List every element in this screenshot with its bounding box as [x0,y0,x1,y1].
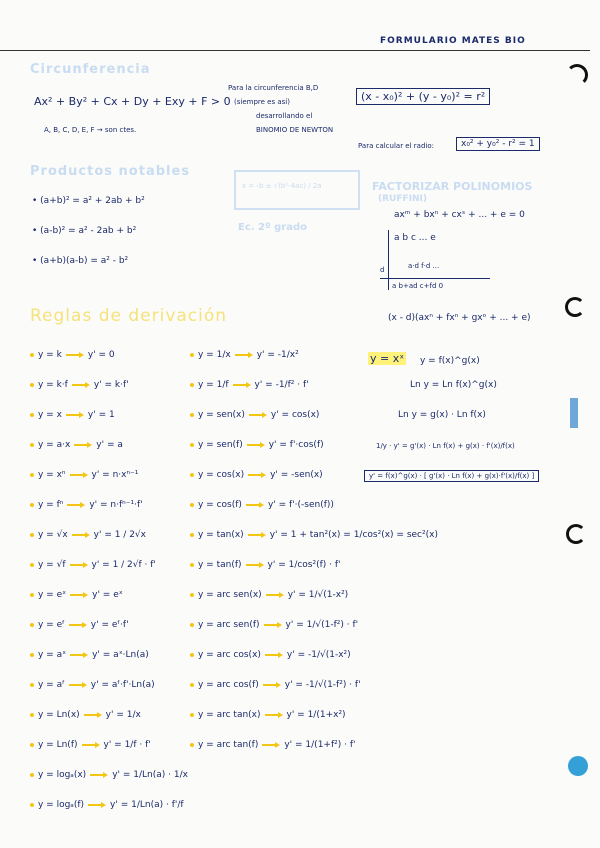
circle-heading: Circunferencia [30,62,151,77]
arrow-right-icon [262,742,280,748]
arrow-right-icon [90,772,108,778]
rule-derivative: y' = a [96,440,123,450]
rule-row-right-9 [190,580,438,610]
bullet-dot [30,413,34,417]
circle-general-equation: Ax² + By² + Cx + Dy + Exy + F > 0 [34,95,231,108]
ruffini-subheading: (RUFFINI) [378,194,427,204]
rule-derivative: y' = -1/x² [256,350,299,360]
rule-row-left-13 [30,700,188,730]
rule-derivative: y' = -1/√(1-f²) · f' [284,680,361,690]
rule-function: y = arc cos(x) [198,650,261,660]
arrow-right-icon [72,382,90,388]
arrow-right-icon [69,682,87,688]
arrow-right-icon [264,622,282,628]
rule-row-right-10 [190,610,438,640]
arrow-right-icon [248,532,266,538]
ruffini-middle-row: a·d f·d ... [408,262,440,270]
rule-row-left-3 [30,400,188,430]
arrow-right-icon [66,352,84,358]
binder-ring-top [566,64,588,86]
arrow-right-icon [70,652,88,658]
rule-function: y = arc sen(f) [198,620,260,630]
arrow-right-icon [74,442,92,448]
bullet-dot [190,623,194,627]
rule-derivative: y' = 1/√(1-x²) [287,590,349,600]
notable-item-2: • (a-b)² = a² - 2ab + b² [32,226,137,236]
rule-function: y = cos(x) [198,470,245,480]
rule-row-right-6 [190,490,438,520]
ruffini-result: (x - d)(axⁿ + fxⁿ + gxᵒ + ... + e) [388,313,531,323]
circle-note-3: desarrollando el [256,112,313,120]
arrow-right-icon [82,742,100,748]
arrow-right-icon [246,562,264,568]
arrow-right-icon [266,592,284,598]
arrow-right-icon [248,472,266,478]
rule-row-left-16 [30,790,188,820]
bullet-dot [190,413,194,417]
rule-function: y = 1/f [198,380,229,390]
log-deriv-line-1: y = f(x)^g(x) [420,356,480,366]
radius-formula: x₀² + y₀² - r² = 1 [456,137,540,151]
rule-function: y = cos(f) [198,500,242,510]
rule-derivative: y' = 1/(1+f²) · f' [284,740,356,750]
rule-function: y = k [38,350,62,360]
rule-function: y = arc tan(x) [198,710,261,720]
rule-derivative: y' = -1/f² · f' [254,380,309,390]
ruffini-heading: FACTORIZAR POLINOMIOS [372,180,533,193]
bullet-dot [30,773,34,777]
circle-standard-form: (x - x₀)² + (y - y₀)² = r² [356,88,490,105]
rule-function: y = eᶠ [38,620,65,630]
rule-row-right-8 [190,550,438,580]
arrow-right-icon [249,412,267,418]
rules-left-column [30,340,188,820]
arrow-right-icon [246,502,264,508]
arrow-right-icon [233,382,251,388]
bullet-dot [190,503,194,507]
rule-row-right-13 [190,700,438,730]
notable-item-3: • (a+b)(a-b) = a² - b² [32,256,129,266]
rule-function: y = x [38,410,62,420]
rule-row-right-12 [190,670,438,700]
log-deriv-line-3: Ln y = g(x) · Ln f(x) [398,410,486,420]
bullet-dot [190,353,194,357]
rule-row-left-8 [30,550,188,580]
bullet-dot [190,533,194,537]
binder-ring-lower [566,524,586,544]
rule-row-left-10 [30,610,188,640]
rule-row-left-12 [30,670,188,700]
rule-function: y = √f [38,560,66,570]
bullet-dot [190,653,194,657]
rule-row-right-14 [190,730,438,760]
arrow-right-icon [263,682,281,688]
rule-function: y = tan(x) [198,530,244,540]
rule-derivative: y' = 1 / 2√f · f' [91,560,156,570]
rule-row-left-7 [30,520,188,550]
bullet-dot [30,383,34,387]
ruffini-bottom-row: a b+ad c+fd 0 [392,282,444,290]
rules-right-column [190,340,438,760]
rule-function: y = aˣ [38,650,67,660]
rule-derivative: y' = 1/x [105,710,141,720]
notable-heading: Productos notables [30,164,191,179]
rule-row-left-2 [30,370,188,400]
bullet-dot [190,563,194,567]
rule-function: y = eˣ [38,590,67,600]
rule-derivative: y' = k·f' [93,380,129,390]
rule-derivative: y' = 1 / 2√x [93,530,146,540]
rule-function: y = 1/x [198,350,231,360]
radius-label: Para calcular el radio: [358,142,434,150]
rule-derivative: y' = aˣ·Ln(a) [92,650,149,660]
quadratic-formula: x = -b ± √(b²-4ac) / 2a [242,182,322,190]
log-deriv-line-5: y' = f(x)^g(x) · [ g'(x) · Ln f(x) + g(x)·f'(x)/f(x) ] [364,470,539,482]
quadratic-box [234,170,360,210]
arrow-right-icon [70,562,88,568]
rule-row-left-9 [30,580,188,610]
log-deriv-line-4: 1/y · y' = g'(x) · Ln f(x) + g(x) · f'(x)/f(x) [376,442,515,450]
rule-row-left-5 [30,460,188,490]
arrow-right-icon [265,712,283,718]
ruffini-vertical-line [388,230,389,290]
side-tab [570,398,578,428]
arrow-right-icon [70,592,88,598]
header-title: FORMULARIO MATES BIO [380,36,526,46]
rule-row-right-11 [190,640,438,670]
rule-function: y = xⁿ [38,470,66,480]
bullet-dot [190,443,194,447]
bullet-dot [190,473,194,477]
rule-function: y = fⁿ [38,500,64,510]
rule-function: y = aᶠ [38,680,65,690]
bullet-dot [30,473,34,477]
ruffini-polynomial: axᵐ + bxⁿ + cxˢ + ... + e = 0 [394,210,525,220]
rule-derivative: y' = 1/Ln(a) · 1/x [112,770,188,780]
bullet-dot [190,743,194,747]
rule-derivative: y' = 1/cos²(f) · f' [267,560,341,570]
rule-function: y = arc tan(f) [198,740,259,750]
bullet-dot [190,713,194,717]
rule-function: y = sen(x) [198,410,245,420]
circle-note-2: (siempre es así) [234,98,290,106]
rule-derivative: y' = n·xⁿ⁻¹ [91,470,139,480]
rule-function: y = arc sen(x) [198,590,262,600]
arrow-right-icon [70,472,88,478]
rule-derivative: y' = 1/√(1-f²) · f' [285,620,359,630]
rule-function: y = sen(f) [198,440,243,450]
rule-function: y = arc cos(f) [198,680,259,690]
bullet-dot [30,803,34,807]
arrow-right-icon [66,412,84,418]
circle-constants-note: A, B, C, D, E, F → son ctes. [44,126,137,134]
rule-row-left-1 [30,340,188,370]
rule-row-left-14 [30,730,188,760]
log-deriv-start: y = xˣ [370,352,405,365]
rule-function: y = logₐ(x) [38,770,87,780]
bullet-dot [30,533,34,537]
bullet-dot [190,683,194,687]
arrow-right-icon [235,352,253,358]
circle-note-1: Para la circunferencia B,D [228,84,319,92]
bullet-dot [30,713,34,717]
bullet-dot [30,683,34,687]
rule-function: y = k·f [38,380,68,390]
notable-item-1: • (a+b)² = a² + 2ab + b² [32,196,145,206]
rule-derivative: y' = eˣ [92,590,123,600]
binder-hole-marker [568,756,588,776]
rule-derivative: y' = eᶠ·f' [90,620,129,630]
rule-derivative: y' = 1 [87,410,115,420]
arrow-right-icon [88,802,106,808]
rule-row-left-4 [30,430,188,460]
bullet-dot [30,743,34,747]
rule-derivative: y' = f'·(-sen(f)) [267,500,334,510]
rule-row-left-6 [30,490,188,520]
rule-derivative: y' = n·fⁿ⁻¹·f' [89,500,143,510]
arrow-right-icon [72,532,90,538]
rule-derivative: y' = 1/f · f' [103,740,151,750]
ruffini-horizontal-line [380,278,490,279]
bullet-dot [190,593,194,597]
ruffini-top-row: a b c ... e [394,233,436,243]
arrow-right-icon [265,652,283,658]
rule-row-left-15 [30,760,188,790]
rule-derivative: y' = aᶠ·f'·Ln(a) [90,680,155,690]
log-deriv-line-2: Ln y = Ln f(x)^g(x) [410,380,497,390]
bullet-dot [30,653,34,657]
rules-heading: Reglas de derivación [30,306,228,326]
rule-row-right-7 [190,520,438,550]
rule-derivative: y' = 0 [87,350,115,360]
bullet-dot [30,503,34,507]
rule-function: y = a·x [38,440,71,450]
rule-derivative: y' = 1/Ln(a) · f'/f [110,800,184,810]
rule-function: y = tan(f) [198,560,242,570]
arrow-right-icon [67,502,85,508]
rule-derivative: y' = 1 + tan²(x) = 1/cos²(x) = sec²(x) [269,530,438,540]
arrow-right-icon [247,442,265,448]
bullet-dot [30,593,34,597]
quadratic-caption: Ec. 2º grado [238,222,307,233]
bullet-dot [30,563,34,567]
arrow-right-icon [69,622,87,628]
rule-function: y = logₐ(f) [38,800,85,810]
ruffini-divisor: d [380,266,385,274]
rule-derivative: y' = -1/√(1-x²) [286,650,351,660]
bullet-dot [30,623,34,627]
rule-row-left-11 [30,640,188,670]
rule-derivative: y' = 1/(1+x²) [286,710,346,720]
bullet-dot [30,443,34,447]
circle-note-4: BINOMIO DE NEWTON [256,126,334,134]
bullet-dot [190,383,194,387]
bullet-dot [30,353,34,357]
rule-derivative: y' = -sen(x) [270,470,323,480]
rule-function: y = Ln(x) [38,710,80,720]
arrow-right-icon [84,712,102,718]
binder-ring-middle [565,297,585,317]
header-divider [0,50,590,51]
rule-derivative: y' = cos(x) [270,410,320,420]
rule-derivative: y' = f'·cos(f) [268,440,324,450]
rule-function: y = √x [38,530,68,540]
rule-row-right-2 [190,370,438,400]
rule-function: y = Ln(f) [38,740,78,750]
